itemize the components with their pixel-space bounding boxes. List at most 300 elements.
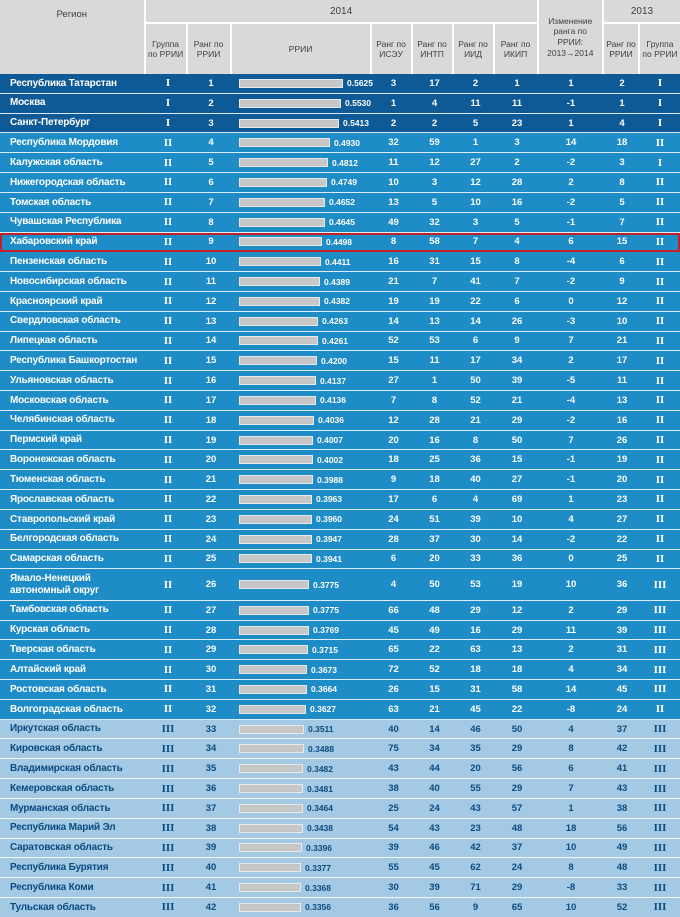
- rank-2013-cell: 52: [616, 901, 628, 913]
- region-cell: Ульяновская область: [10, 374, 114, 386]
- group-2013-cell: II: [655, 235, 665, 248]
- rank-change-cell: 14: [565, 137, 577, 149]
- rank-2013-cell: 45: [616, 683, 628, 695]
- rank-ikip-cell: 4: [514, 236, 520, 248]
- rank-intp-cell: 19: [429, 295, 440, 307]
- group-2013-cell: II: [655, 315, 665, 328]
- rank-iid-cell: 29: [470, 604, 481, 616]
- rrii-bar: [239, 804, 303, 813]
- region-cell: Республика Мордовия: [10, 137, 118, 149]
- rrii-bar: [239, 685, 307, 694]
- rrii-bar: [239, 863, 301, 872]
- rank-iseu-cell: 15: [388, 355, 399, 367]
- rank-iseu-cell: 16: [388, 256, 399, 268]
- rank-2013-cell: 56: [616, 822, 628, 834]
- rank-2014-cell: 29: [205, 644, 217, 656]
- group-2013-cell: II: [655, 374, 665, 387]
- rank-iseu-cell: 19: [388, 295, 399, 307]
- group-2013-cell: II: [655, 473, 665, 486]
- rank-2013-cell: 8: [619, 176, 625, 188]
- rank-iid-cell: 11: [470, 97, 481, 109]
- rrii-bar: [239, 297, 320, 306]
- group-2013-cell: II: [655, 176, 665, 189]
- rank-iid-cell: 17: [470, 355, 481, 367]
- rank-iseu-cell: 39: [388, 842, 399, 854]
- rank-2014-cell: 15: [205, 355, 217, 367]
- table-row: [0, 739, 680, 759]
- group-2014-cell: II: [163, 156, 173, 169]
- group-2013-cell: III: [653, 723, 667, 736]
- rrii-value: 0.4652: [329, 197, 355, 208]
- rank-intp-cell: 13: [429, 315, 440, 327]
- region-cell: Санкт-Петербург: [10, 117, 91, 129]
- rrii-value: 0.4930: [334, 137, 360, 148]
- rrii-cell: [233, 415, 373, 425]
- rank-ikip-cell: 65: [511, 901, 523, 913]
- group-2014-cell: II: [163, 255, 173, 268]
- group-2014-cell: II: [163, 196, 173, 209]
- table-row: [0, 569, 680, 600]
- group-2013-cell: II: [655, 493, 665, 506]
- header-year-2013: 2013: [604, 0, 680, 24]
- rank-iseu-cell: 9: [390, 474, 397, 486]
- rrii-bar: [239, 580, 309, 589]
- rank-2014-cell: 10: [205, 256, 217, 268]
- rrii-value: 0.3715: [312, 644, 338, 655]
- group-2014-cell: II: [163, 295, 173, 308]
- rrii-value: 0.3941: [316, 553, 342, 564]
- region-cell: Свердловская область: [10, 315, 121, 327]
- rrii-bar: [239, 784, 303, 793]
- rank-ikip-cell: 12: [511, 604, 523, 616]
- rank-2014-cell: 19: [205, 434, 217, 446]
- rank-iseu-cell: 32: [388, 137, 399, 149]
- group-2013-cell: II: [655, 552, 665, 565]
- rank-2013-cell: 2: [619, 77, 625, 89]
- rank-iid-cell: 6: [472, 335, 479, 347]
- table-row: [0, 530, 680, 550]
- rank-iid-cell: 10: [470, 196, 481, 208]
- rank-intp-cell: 25: [429, 454, 440, 466]
- rrii-value: 0.3481: [307, 783, 333, 794]
- region-cell: Ростовская область: [10, 683, 107, 695]
- table-row: [0, 839, 680, 859]
- rrii-bar: [239, 317, 318, 326]
- rank-change-cell: -4: [566, 394, 576, 406]
- rank-2013-cell: 24: [616, 703, 628, 715]
- rank-2014-cell: 1: [208, 77, 214, 89]
- rrii-value: 0.3627: [310, 704, 336, 715]
- rank-iseu-cell: 27: [388, 375, 399, 387]
- rank-2014-cell: 11: [205, 276, 217, 288]
- rank-iid-cell: 16: [470, 624, 481, 636]
- rank-ikip-cell: 56: [511, 763, 523, 775]
- region-cell: Мурманская область: [10, 802, 111, 814]
- rank-intp-cell: 46: [429, 842, 440, 854]
- region-cell: Республика Башкортостан: [10, 355, 138, 367]
- rank-iseu-cell: 26: [388, 683, 399, 695]
- rank-intp-cell: 7: [431, 276, 438, 288]
- rrii-value: 0.3368: [305, 882, 331, 893]
- region-cell: Челябинская область: [10, 414, 115, 426]
- rank-2014-cell: 33: [205, 723, 217, 735]
- group-2013-cell: II: [655, 334, 665, 347]
- rank-intp-cell: 5: [431, 196, 438, 208]
- rank-intp-cell: 49: [429, 624, 440, 636]
- rank-intp-cell: 37: [429, 533, 440, 545]
- group-2014-cell: II: [163, 624, 173, 637]
- region-cell: Республика Коми: [10, 881, 94, 893]
- table-row: [0, 391, 680, 411]
- rank-intp-cell: 14: [429, 723, 440, 735]
- group-2013-cell: I: [657, 117, 663, 130]
- table-row: [0, 858, 680, 878]
- table-row: [0, 292, 680, 312]
- table-row: [0, 371, 680, 391]
- rank-change-cell: 18: [565, 822, 577, 834]
- region-cell: Красноярский край: [10, 295, 103, 307]
- rank-change-cell: 4: [568, 723, 574, 735]
- rrii-value: 0.3377: [305, 862, 331, 873]
- rank-ikip-cell: 37: [511, 842, 523, 854]
- rank-iid-cell: 18: [470, 664, 481, 676]
- rank-2014-cell: 8: [208, 216, 214, 228]
- group-2013-cell: III: [653, 782, 667, 795]
- table-row: [0, 94, 680, 114]
- group-2014-cell: II: [163, 683, 173, 696]
- rank-ikip-cell: 22: [511, 703, 523, 715]
- rank-intp-cell: 56: [429, 901, 440, 913]
- rank-intp-cell: 4: [431, 97, 438, 109]
- group-2013-cell: III: [653, 663, 667, 676]
- rrii-value: 0.4263: [322, 316, 348, 327]
- rank-intp-cell: 8: [431, 394, 438, 406]
- rrii-bar: [239, 626, 309, 635]
- table-row: [0, 332, 680, 352]
- rank-iseu-cell: 30: [388, 882, 399, 894]
- table-row: [0, 510, 680, 530]
- rank-ikip-cell: 18: [511, 664, 523, 676]
- region-cell: Пензенская область: [10, 255, 107, 267]
- rrii-bar: [239, 665, 307, 674]
- group-2014-cell: II: [163, 453, 173, 466]
- region-cell: Самарская область: [10, 553, 104, 565]
- region-cell: Хабаровский край: [10, 236, 98, 248]
- rrii-value: 0.3396: [306, 842, 332, 853]
- rank-intp-cell: 11: [429, 355, 440, 367]
- table-row: [0, 431, 680, 451]
- rank-iseu-cell: 24: [388, 513, 399, 525]
- rank-intp-cell: 17: [429, 77, 440, 89]
- rank-iseu-cell: 25: [388, 802, 399, 814]
- header-rrii: РРИИ: [232, 24, 372, 74]
- table-row: [0, 133, 680, 153]
- table-row: [0, 720, 680, 740]
- rank-intp-cell: 31: [429, 256, 440, 268]
- group-2014-cell: I: [165, 117, 171, 130]
- table-row: [0, 819, 680, 839]
- rank-iseu-cell: 20: [388, 434, 399, 446]
- rrii-cell: [233, 534, 373, 544]
- rank-iid-cell: 15: [470, 256, 481, 268]
- rank-2014-cell: 35: [205, 763, 217, 775]
- rrii-cell: [233, 494, 373, 504]
- rank-iseu-cell: 3: [390, 77, 397, 89]
- rrii-value: 0.4137: [320, 375, 346, 386]
- rank-iid-cell: 14: [470, 315, 481, 327]
- rank-change-cell: 8: [568, 862, 574, 874]
- rrii-value: 0.3664: [311, 684, 337, 695]
- rrii-value: 0.3511: [308, 724, 334, 735]
- rank-intp-cell: 34: [429, 743, 440, 755]
- rank-iid-cell: 1: [472, 137, 479, 149]
- rrii-bar: [239, 764, 303, 773]
- rank-ikip-cell: 10: [511, 513, 523, 525]
- rank-change-cell: 10: [565, 842, 577, 854]
- rank-iid-cell: 22: [470, 295, 481, 307]
- rrii-cell: [233, 455, 373, 465]
- rank-2014-cell: 25: [205, 553, 217, 565]
- rrii-cell: [233, 902, 373, 912]
- rank-iid-cell: 63: [470, 644, 481, 656]
- region-cell: Саратовская область: [10, 842, 113, 854]
- group-2013-cell: III: [653, 881, 667, 894]
- rank-ikip-cell: 19: [511, 579, 523, 591]
- rank-change-cell: 6: [568, 763, 574, 775]
- rank-change-cell: 10: [565, 901, 577, 913]
- rank-2013-cell: 7: [619, 216, 625, 228]
- rrii-cell: [233, 684, 373, 694]
- rrii-bar: [239, 606, 309, 615]
- rank-iid-cell: 41: [470, 276, 481, 288]
- group-2014-cell: III: [161, 762, 175, 775]
- rank-change-cell: 1: [568, 802, 574, 814]
- rank-2014-cell: 38: [205, 822, 217, 834]
- group-2013-cell: II: [655, 414, 665, 427]
- group-2013-cell: III: [653, 643, 667, 656]
- rrii-value: 0.4645: [329, 217, 355, 228]
- header-rank-iseu: Ранг по ИСЭУ: [372, 24, 413, 74]
- rank-2013-cell: 11: [616, 375, 628, 387]
- rank-intp-cell: 3: [431, 176, 438, 188]
- group-2013-cell: III: [653, 578, 667, 591]
- rank-intp-cell: 28: [429, 414, 440, 426]
- rank-2014-cell: 22: [205, 493, 217, 505]
- rank-ikip-cell: 58: [511, 683, 523, 695]
- group-2013-cell: II: [655, 275, 665, 288]
- rrii-cell: [233, 605, 373, 615]
- table-row: [0, 114, 680, 134]
- rank-intp-cell: 52: [429, 664, 440, 676]
- rank-2013-cell: 6: [619, 256, 625, 268]
- group-2014-cell: II: [163, 334, 173, 347]
- region-cell: Чувашская Республика: [10, 216, 122, 228]
- rrii-cell: [233, 277, 373, 287]
- region-cell: Тюменская область: [10, 473, 106, 485]
- group-2014-cell: II: [163, 643, 173, 656]
- rank-intp-cell: 12: [429, 157, 440, 169]
- rrii-value: 0.5625: [347, 78, 373, 89]
- rank-2014-cell: 41: [205, 882, 217, 894]
- rrii-cell: [233, 336, 373, 346]
- table-row: [0, 779, 680, 799]
- group-2013-cell: II: [655, 196, 665, 209]
- region-cell: Москва: [10, 97, 46, 109]
- rank-iid-cell: 23: [470, 822, 481, 834]
- rank-2014-cell: 32: [205, 703, 217, 715]
- rrii-bar: [239, 376, 316, 385]
- rank-2013-cell: 38: [616, 802, 628, 814]
- rrii-cell: [233, 883, 373, 893]
- rrii-cell: [233, 177, 373, 187]
- rank-iseu-cell: 36: [388, 901, 399, 913]
- rrii-value: 0.4411: [325, 256, 351, 267]
- rrii-cell: [233, 118, 373, 128]
- rank-intp-cell: 24: [429, 802, 440, 814]
- rrii-bar: [239, 277, 320, 286]
- rrii-value: 0.3775: [313, 579, 339, 590]
- rank-2014-cell: 23: [205, 513, 217, 525]
- rank-ikip-cell: 29: [511, 414, 523, 426]
- group-2014-cell: II: [163, 533, 173, 546]
- group-2014-cell: II: [163, 394, 173, 407]
- rank-ikip-cell: 8: [514, 256, 520, 268]
- rank-2013-cell: 29: [616, 604, 628, 616]
- rank-change-cell: 1: [568, 77, 574, 89]
- rank-change-cell: -2: [566, 157, 576, 169]
- rrii-value: 0.5413: [343, 118, 369, 129]
- rrii-bar: [239, 705, 306, 714]
- rrii-cell: [233, 257, 373, 267]
- group-2014-cell: II: [163, 552, 173, 565]
- rank-change-cell: 6: [568, 236, 574, 248]
- group-2013-cell: III: [653, 604, 667, 617]
- rank-intp-cell: 45: [429, 862, 440, 874]
- rank-ikip-cell: 14: [511, 533, 523, 545]
- rank-iseu-cell: 49: [388, 216, 399, 228]
- rank-iid-cell: 39: [470, 513, 481, 525]
- group-2014-cell: II: [163, 374, 173, 387]
- group-2013-cell: III: [653, 624, 667, 637]
- rank-iseu-cell: 10: [388, 176, 399, 188]
- group-2014-cell: II: [163, 235, 173, 248]
- group-2014-cell: II: [163, 473, 173, 486]
- rank-2014-cell: 18: [205, 414, 217, 426]
- rank-iseu-cell: 2: [390, 117, 397, 129]
- table-row: [0, 351, 680, 371]
- table-row: [0, 470, 680, 490]
- rank-change-cell: 8: [568, 743, 574, 755]
- rrii-bar: [239, 515, 312, 524]
- region-cell: Кировская область: [10, 743, 103, 755]
- rrii-cell: [233, 823, 373, 833]
- rank-ikip-cell: 39: [511, 375, 523, 387]
- rank-intp-cell: 32: [429, 216, 440, 228]
- rank-ikip-cell: 3: [514, 137, 520, 149]
- rank-change-cell: -2: [566, 533, 576, 545]
- rank-ikip-cell: 11: [511, 97, 523, 109]
- rank-iid-cell: 45: [470, 703, 481, 715]
- table-row: [0, 601, 680, 621]
- rrii-cell: [233, 554, 373, 564]
- group-2014-cell: III: [161, 723, 175, 736]
- rrii-cell: [233, 217, 373, 227]
- group-2013-cell: II: [655, 216, 665, 229]
- rrii-bar: [239, 824, 303, 833]
- rank-2013-cell: 33: [616, 882, 628, 894]
- rank-iseu-cell: 52: [388, 335, 399, 347]
- table-row: [0, 799, 680, 819]
- rank-2014-cell: 27: [205, 604, 217, 616]
- rank-intp-cell: 21: [429, 703, 440, 715]
- rrii-bar: [239, 119, 339, 128]
- rank-2013-cell: 36: [616, 579, 628, 591]
- group-2014-cell: II: [163, 414, 173, 427]
- rank-2014-cell: 17: [205, 394, 217, 406]
- rank-iseu-cell: 21: [388, 276, 399, 288]
- rank-iseu-cell: 12: [388, 414, 399, 426]
- rank-iid-cell: 21: [470, 414, 481, 426]
- group-2014-cell: III: [161, 802, 175, 815]
- rank-iid-cell: 8: [472, 434, 479, 446]
- rank-ikip-cell: 2: [514, 157, 520, 169]
- group-2013-cell: II: [655, 703, 665, 716]
- rank-2013-cell: 42: [616, 743, 628, 755]
- region-cell: Воронежская область: [10, 454, 116, 466]
- region-cell: Владимирская область: [10, 762, 123, 774]
- rank-ikip-cell: 29: [511, 743, 523, 755]
- rrii-bar: [239, 237, 322, 246]
- rank-iseu-cell: 65: [388, 644, 399, 656]
- rrii-cell: [233, 237, 373, 247]
- rrii-bar: [239, 416, 314, 425]
- header-rank-rrii-2014: Ранг по РРИИ: [188, 24, 232, 74]
- table-row: [0, 550, 680, 570]
- rank-iseu-cell: 7: [390, 394, 397, 406]
- rank-2014-cell: 31: [205, 683, 217, 695]
- group-2014-cell: II: [163, 176, 173, 189]
- rrii-value: 0.4749: [331, 177, 357, 188]
- rank-2014-cell: 16: [205, 375, 217, 387]
- rank-ikip-cell: 34: [511, 355, 523, 367]
- rank-change-cell: 10: [565, 579, 577, 591]
- group-2014-cell: III: [161, 861, 175, 874]
- rank-intp-cell: 48: [429, 604, 440, 616]
- rank-intp-cell: 18: [429, 474, 440, 486]
- group-2014-cell: II: [163, 216, 173, 229]
- rank-2014-cell: 37: [205, 802, 217, 814]
- rank-2014-cell: 9: [208, 236, 214, 248]
- rank-intp-cell: 44: [429, 763, 440, 775]
- rrii-cell: [233, 580, 373, 590]
- rank-ikip-cell: 16: [511, 196, 523, 208]
- table-row: [0, 898, 680, 917]
- group-2013-cell: II: [655, 394, 665, 407]
- group-2014-cell: II: [163, 578, 173, 591]
- rank-2013-cell: 15: [616, 236, 628, 248]
- rank-iid-cell: 42: [470, 842, 481, 854]
- rank-iseu-cell: 43: [388, 763, 399, 775]
- rank-change-cell: 0: [568, 295, 574, 307]
- group-2013-cell: III: [653, 841, 667, 854]
- rrii-value: 0.3488: [308, 743, 334, 754]
- group-2014-cell: III: [161, 822, 175, 835]
- rank-iid-cell: 52: [470, 394, 481, 406]
- table-row: [0, 252, 680, 272]
- rank-iid-cell: 62: [470, 862, 481, 874]
- region-cell: Республика Марий Эл: [10, 822, 116, 834]
- rank-change-cell: -8: [566, 703, 576, 715]
